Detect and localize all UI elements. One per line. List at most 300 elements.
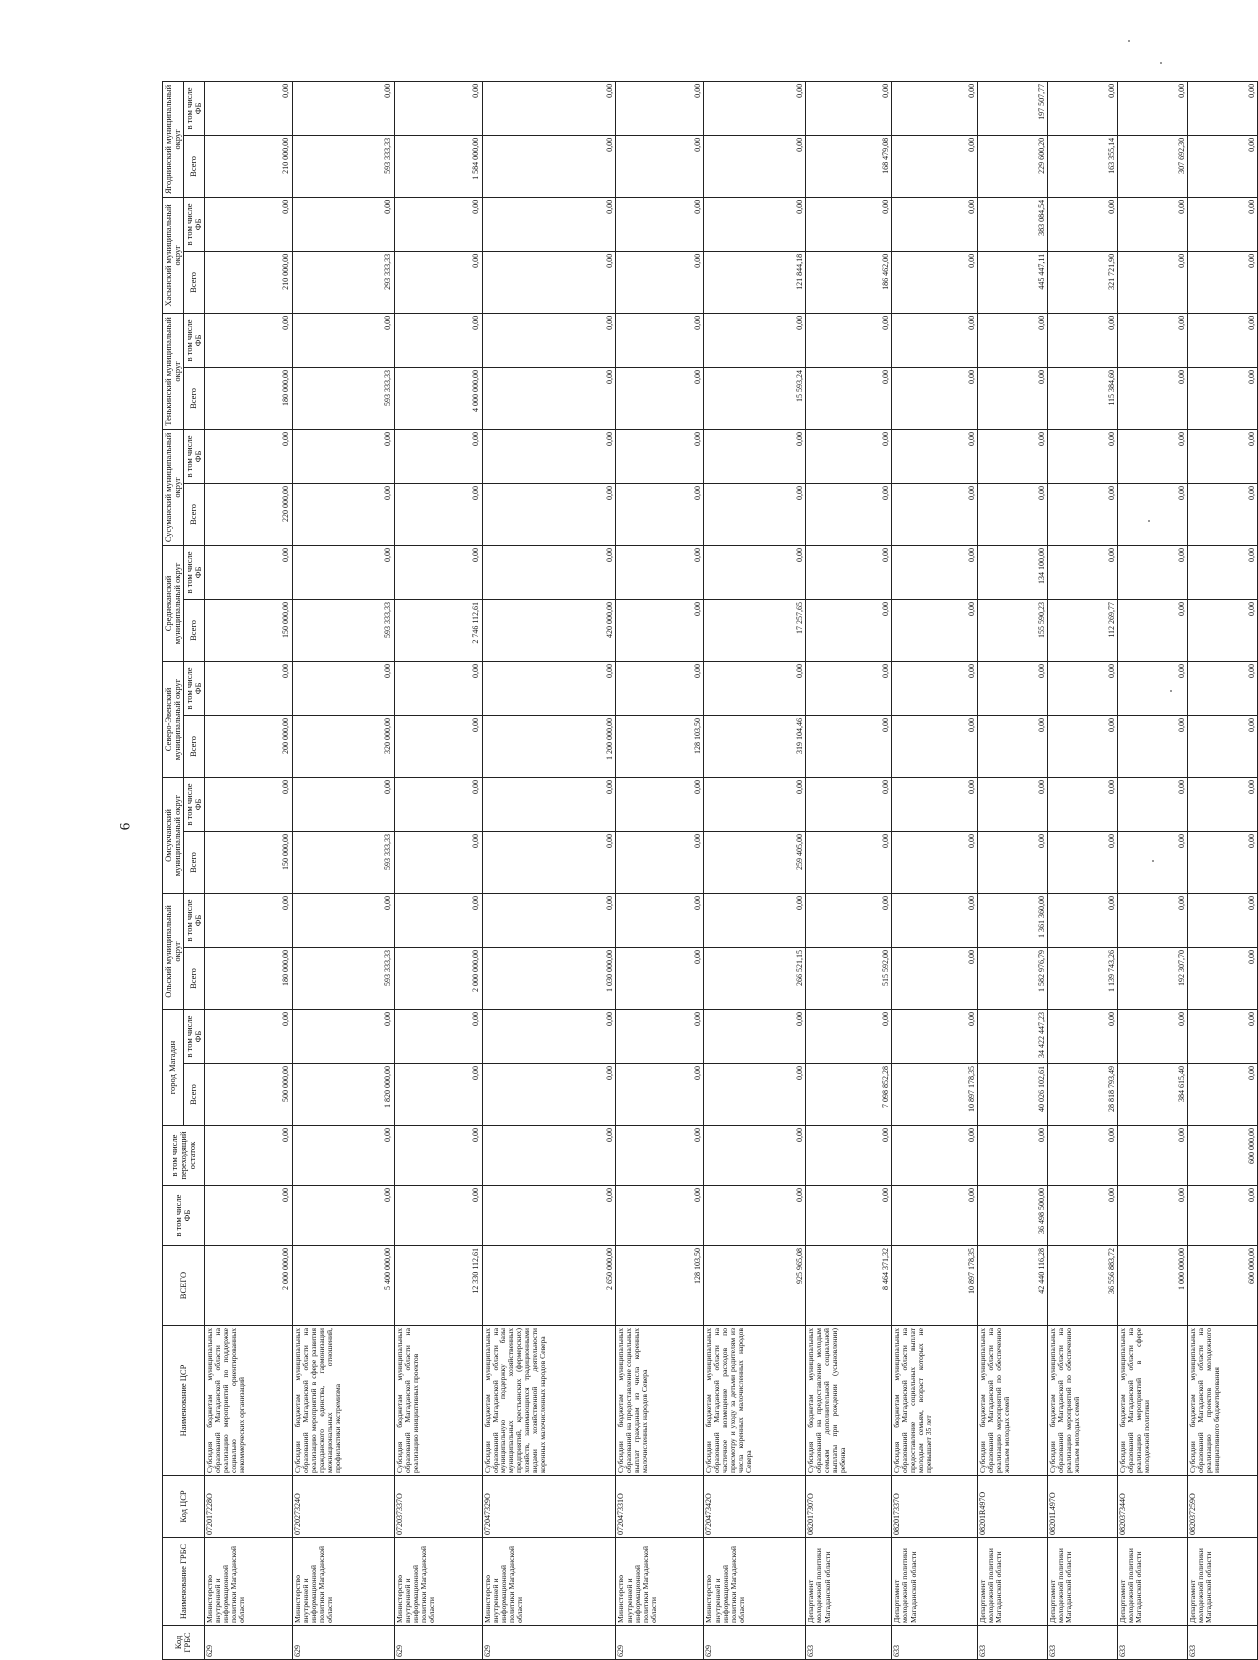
- district-value-cell: 200 000,00: [204, 715, 292, 777]
- district-value-cell: 0,00: [704, 81, 806, 135]
- residual-cell: 600 000,00: [1187, 1126, 1257, 1186]
- district-value-cell: 0,00: [292, 81, 394, 135]
- csr-name-cell: Субсидии бюджетам муниципальных образований Магаданской области на реализацию мероприятий в сфере молодежной политики: [1118, 1326, 1188, 1476]
- district-value-cell: 0,00: [978, 429, 1048, 483]
- district-value-cell: 0,00: [204, 893, 292, 947]
- district-value-cell: 0,00: [482, 81, 616, 135]
- district-value-cell: 0,00: [1118, 197, 1188, 251]
- district-value-cell: 180 000,00: [204, 367, 292, 429]
- district-value-cell: 293 333,33: [292, 251, 394, 313]
- table-row: [1118, 81, 1188, 1659]
- district-value-cell: 0,00: [204, 197, 292, 251]
- district-value-cell: 0,00: [1187, 135, 1257, 197]
- district-value-cell: 0,00: [704, 483, 806, 545]
- grbs-name-cell: Министерство внутренней и информационной политики Магаданской области: [394, 1538, 482, 1626]
- grbs-code-cell: 633: [978, 1626, 1048, 1660]
- fb-cell: 36 498 500,00: [978, 1186, 1048, 1246]
- page-number: 6: [117, 822, 134, 831]
- district-value-cell: 134 100,00: [978, 545, 1048, 599]
- district-value-cell: 0,00: [806, 1010, 892, 1064]
- header-name-grbs: Наименование ГРБС: [163, 1538, 205, 1626]
- district-value-cell: 0,00: [1187, 661, 1257, 715]
- district-value-cell: 1 200 000,00: [482, 715, 616, 777]
- district-value-cell: 0,00: [892, 948, 978, 1010]
- district-value-cell: 0,00: [394, 81, 482, 135]
- grbs-code-cell: 629: [394, 1626, 482, 1660]
- district-value-cell: 0,00: [1118, 893, 1188, 947]
- district-value-cell: 0,00: [1187, 893, 1257, 947]
- district-value-cell: 0,00: [892, 715, 978, 777]
- district-value-cell: 1 582 976,79: [978, 948, 1048, 1010]
- district-value-cell: 0,00: [616, 1064, 704, 1126]
- csr-name-cell: Субсидия бюджетам муниципальных образований на предоставление молодым семьям дополнительной социальной выплаты при рождении (усыновлении) ребенка: [806, 1326, 892, 1476]
- district-value-cell: 0,00: [1048, 197, 1118, 251]
- district-value-cell: 0,00: [394, 429, 482, 483]
- district-value-cell: 0,00: [978, 715, 1048, 777]
- district-value-cell: 0,00: [616, 777, 704, 831]
- district-value-cell: 0,00: [704, 1064, 806, 1126]
- district-value-cell: 0,00: [394, 1010, 482, 1064]
- district-value-cell: 15 593,24: [704, 367, 806, 429]
- rotated-table-container: [162, 83, 1258, 1660]
- district-value-cell: 40 026 102,61: [978, 1064, 1048, 1126]
- fb-cell: 0,00: [704, 1186, 806, 1246]
- district-value-cell: 0,00: [1118, 429, 1188, 483]
- district-value-cell: 1 361 360,00: [978, 893, 1048, 947]
- district-value-cell: 0,00: [1187, 251, 1257, 313]
- district-value-cell: 0,00: [1048, 81, 1118, 135]
- district-value-cell: 0,00: [806, 367, 892, 429]
- district-value-cell: 0,00: [394, 313, 482, 367]
- district-value-cell: 0,00: [892, 135, 978, 197]
- district-value-cell: 220 000,00: [204, 483, 292, 545]
- header-fb: в том числе ФБ: [183, 313, 204, 367]
- header-fb: в том числе ФБ: [183, 197, 204, 251]
- district-value-cell: 0,00: [616, 135, 704, 197]
- district-value-cell: 515 592,00: [806, 948, 892, 1010]
- district-value-cell: 0,00: [1048, 545, 1118, 599]
- header-all: Всего: [183, 831, 204, 893]
- district-value-cell: 4 000 000,00: [394, 367, 482, 429]
- csr-name-cell: Субсидии бюджетам муниципальных образований Магаданской области на муниципальную поддержку базы муниципальных хозяйственных предприятий, крестьянских (фермерских) хозяйств, занимающихся традиционными видами хозяйственной деятельности коренных малочисленных народов Севера: [482, 1326, 616, 1476]
- district-value-cell: 0,00: [806, 831, 892, 893]
- district-value-cell: 0,00: [482, 197, 616, 251]
- district-value-cell: 0,00: [204, 429, 292, 483]
- district-value-cell: 0,00: [616, 251, 704, 313]
- district-value-cell: 0,00: [1187, 545, 1257, 599]
- grbs-name-cell: Департамент молодежной политики Магаданской области: [1187, 1538, 1257, 1626]
- district-value-cell: 0,00: [806, 197, 892, 251]
- residual-cell: 0,00: [704, 1126, 806, 1186]
- district-value-cell: 0,00: [704, 429, 806, 483]
- district-value-cell: 320 000,00: [292, 715, 394, 777]
- district-value-cell: 0,00: [1187, 715, 1257, 777]
- district-value-cell: 593 333,33: [292, 367, 394, 429]
- header-code-grbs: Код ГРБС: [163, 1626, 205, 1660]
- district-value-cell: 0,00: [204, 545, 292, 599]
- district-value-cell: 180 000,00: [204, 948, 292, 1010]
- district-value-cell: 0,00: [1118, 81, 1188, 135]
- district-value-cell: 0,00: [1118, 831, 1188, 893]
- district-value-cell: 128 103,50: [616, 715, 704, 777]
- csr-code-cell: 072047342О: [704, 1476, 806, 1538]
- header-fb: в том числе ФБ: [183, 429, 204, 483]
- district-value-cell: 0,00: [482, 777, 616, 831]
- district-value-cell: 197 507,77: [978, 81, 1048, 135]
- district-value-cell: 0,00: [704, 777, 806, 831]
- grbs-name-cell: Департамент молодежной политики Магаданской области: [892, 1538, 978, 1626]
- district-value-cell: 0,00: [892, 893, 978, 947]
- district-value-cell: 0,00: [704, 545, 806, 599]
- district-value-cell: 0,00: [1118, 715, 1188, 777]
- district-value-cell: 319 104,46: [704, 715, 806, 777]
- district-value-cell: 0,00: [1187, 599, 1257, 661]
- district-value-cell: 34 422 447,23: [978, 1010, 1048, 1064]
- district-value-cell: 1 030 000,00: [482, 948, 616, 1010]
- residual-cell: 0,00: [616, 1126, 704, 1186]
- district-value-cell: 0,00: [394, 661, 482, 715]
- district-value-cell: 0,00: [892, 545, 978, 599]
- district-value-cell: 0,00: [1187, 831, 1257, 893]
- total-cell: 128 103,50: [616, 1246, 704, 1326]
- district-value-cell: 0,00: [1118, 483, 1188, 545]
- district-value-cell: 0,00: [616, 661, 704, 715]
- total-cell: 2 000 000,00: [204, 1246, 292, 1326]
- header-all: Всего: [183, 483, 204, 545]
- csr-name-cell: Субсидии бюджетам муниципальных образований Магаданской области на реализацию мероприятий в сфере развития гражданского единства, гармонизации межнациональных отношений, профилактики экстремизма: [292, 1326, 394, 1476]
- grbs-code-cell: 629: [204, 1626, 292, 1660]
- total-cell: 1 000 000,00: [1118, 1246, 1188, 1326]
- district-value-cell: 0,00: [704, 313, 806, 367]
- residual-cell: 0,00: [1118, 1126, 1188, 1186]
- district-value-cell: 445 447,11: [978, 251, 1048, 313]
- csr-code-cell: 072017228О: [204, 1476, 292, 1538]
- district-value-cell: 593 333,33: [292, 831, 394, 893]
- district-value-cell: 0,00: [482, 831, 616, 893]
- scan-speck: [1148, 520, 1150, 522]
- district-value-cell: 0,00: [204, 313, 292, 367]
- header-all: Всего: [183, 251, 204, 313]
- district-value-cell: 0,00: [1187, 81, 1257, 135]
- district-value-cell: 192 307,70: [1118, 948, 1188, 1010]
- district-value-cell: 0,00: [892, 251, 978, 313]
- district-value-cell: 0,00: [1048, 893, 1118, 947]
- district-value-cell: 2 000 000,00: [394, 948, 482, 1010]
- district-value-cell: 0,00: [482, 483, 616, 545]
- district-value-cell: 0,00: [482, 661, 616, 715]
- district-value-cell: 0,00: [1187, 1064, 1257, 1126]
- district-value-cell: 10 897 178,35: [892, 1064, 978, 1126]
- district-value-cell: 0,00: [482, 1064, 616, 1126]
- district-value-cell: 593 333,33: [292, 948, 394, 1010]
- district-value-cell: 7 098 852,28: [806, 1064, 892, 1126]
- district-value-cell: 0,00: [1118, 367, 1188, 429]
- district-value-cell: 155 590,23: [978, 599, 1048, 661]
- district-value-cell: 0,00: [482, 893, 616, 947]
- district-value-cell: 0,00: [806, 545, 892, 599]
- scan-speck: [1170, 690, 1172, 692]
- district-value-cell: 0,00: [704, 661, 806, 715]
- district-value-cell: 0,00: [394, 777, 482, 831]
- grbs-name-cell: Департамент молодежной политики Магаданской области: [1048, 1538, 1118, 1626]
- district-value-cell: 593 333,33: [292, 135, 394, 197]
- header-all: Всего: [183, 715, 204, 777]
- district-value-cell: 1 139 743,26: [1048, 948, 1118, 1010]
- grbs-code-cell: 629: [704, 1626, 806, 1660]
- district-value-cell: 0,00: [616, 948, 704, 1010]
- residual-cell: 0,00: [482, 1126, 616, 1186]
- district-value-cell: 0,00: [482, 313, 616, 367]
- grbs-name-cell: Министерство внутренней и информационной политики Магаданской области: [616, 1538, 704, 1626]
- grbs-name-cell: Министерство внутренней и информационной политики Магаданской области: [204, 1538, 292, 1626]
- district-value-cell: 384 615,40: [1118, 1064, 1188, 1126]
- grbs-name-cell: Министерство внутренней и информационной политики Магаданской области: [482, 1538, 616, 1626]
- header-all: Всего: [183, 599, 204, 661]
- header-district: Северо-Эвенский муниципальный округ: [163, 661, 184, 777]
- district-value-cell: 2 746 112,61: [394, 599, 482, 661]
- total-cell: 2 650 000,00: [482, 1246, 616, 1326]
- residual-cell: 0,00: [806, 1126, 892, 1186]
- district-value-cell: 0,00: [892, 831, 978, 893]
- district-value-cell: 0,00: [204, 81, 292, 135]
- csr-name-cell: Субсидия бюджетам муниципальных образований Магаданской области на реализацию инициативных проектов: [394, 1326, 482, 1476]
- district-value-cell: 0,00: [394, 1064, 482, 1126]
- csr-name-cell: Субсидия бюджетам муниципальных образований Магаданской области на реализацию мероприятий по поддержке социально ориентированных некоммерческих организаций: [204, 1326, 292, 1476]
- district-value-cell: 0,00: [204, 777, 292, 831]
- header-district: город Магадан: [163, 1010, 184, 1126]
- district-value-cell: 210 000,00: [204, 135, 292, 197]
- fb-cell: 0,00: [204, 1186, 292, 1246]
- district-value-cell: 0,00: [1118, 777, 1188, 831]
- grbs-code-cell: 633: [1118, 1626, 1188, 1660]
- grbs-code-cell: 633: [1048, 1626, 1118, 1660]
- grbs-name-cell: Министерство внутренней и информационной политики Магаданской области: [292, 1538, 394, 1626]
- district-value-cell: 0,00: [482, 251, 616, 313]
- district-value-cell: 0,00: [394, 483, 482, 545]
- district-value-cell: 0,00: [892, 197, 978, 251]
- table-row: [292, 81, 394, 1659]
- district-value-cell: 0,00: [806, 661, 892, 715]
- district-value-cell: 112 269,77: [1048, 599, 1118, 661]
- district-value-cell: 0,00: [1118, 313, 1188, 367]
- district-value-cell: 0,00: [1118, 661, 1188, 715]
- district-value-cell: 0,00: [394, 715, 482, 777]
- csr-name-cell: Субсидии бюджетам муниципальных образований на предоставление социальных выплат гражданам из числа коренных малочисленных народов Севера: [616, 1326, 704, 1476]
- header-incl-fb: в том числе ФБ: [163, 1186, 205, 1246]
- residual-cell: 0,00: [292, 1126, 394, 1186]
- header-name-csr: Наименование ЦСР: [163, 1326, 205, 1476]
- district-value-cell: 0,00: [482, 135, 616, 197]
- district-value-cell: 0,00: [616, 545, 704, 599]
- district-value-cell: 1 584 000,00: [394, 135, 482, 197]
- subsidies-table: [162, 81, 1258, 1660]
- district-value-cell: 0,00: [394, 893, 482, 947]
- district-value-cell: 0,00: [1048, 661, 1118, 715]
- district-value-cell: 0,00: [1187, 429, 1257, 483]
- csr-name-cell: Субсидия бюджетам муниципальных образований Магаданской области на предоставление социальных выплат молодым семьям, возраст которых не превышает 35 лет: [892, 1326, 978, 1476]
- district-value-cell: 0,00: [1187, 1010, 1257, 1064]
- csr-code-cell: 08201L497О: [1048, 1476, 1118, 1538]
- grbs-code-cell: 633: [1187, 1626, 1257, 1660]
- district-value-cell: 210 000,00: [204, 251, 292, 313]
- csr-code-cell: 08201R497О: [978, 1476, 1048, 1538]
- district-value-cell: 0,00: [292, 483, 394, 545]
- district-value-cell: 163 355,14: [1048, 135, 1118, 197]
- header-fb: в том числе ФБ: [183, 545, 204, 599]
- district-value-cell: 593 333,33: [292, 599, 394, 661]
- district-value-cell: 0,00: [394, 251, 482, 313]
- district-value-cell: 0,00: [1187, 483, 1257, 545]
- residual-cell: 0,00: [1048, 1126, 1118, 1186]
- scan-speck: [1152, 860, 1154, 862]
- district-value-cell: 0,00: [292, 313, 394, 367]
- grbs-code-cell: 629: [292, 1626, 394, 1660]
- header-district: Ольский муниципальный округ: [163, 893, 184, 1009]
- csr-code-cell: 072047329О: [482, 1476, 616, 1538]
- header-fb: в том числе ФБ: [183, 81, 204, 135]
- district-value-cell: 0,00: [616, 483, 704, 545]
- table-row: [1187, 81, 1257, 1659]
- fb-cell: 0,00: [1118, 1186, 1188, 1246]
- district-value-cell: 0,00: [394, 831, 482, 893]
- district-value-cell: 229 600,20: [978, 135, 1048, 197]
- total-cell: 600 000,00: [1187, 1246, 1257, 1326]
- district-value-cell: 0,00: [292, 429, 394, 483]
- total-cell: 925 965,08: [704, 1246, 806, 1326]
- district-value-cell: 0,00: [978, 313, 1048, 367]
- table-row: [204, 81, 292, 1659]
- district-value-cell: 0,00: [806, 429, 892, 483]
- rotated-table-area: [162, 83, 1258, 1660]
- district-value-cell: 0,00: [806, 599, 892, 661]
- csr-name-cell: Субсидии бюджетам муниципальных образований Магаданской области на реализацию проектов молодежного инициативного бюджетирования: [1187, 1326, 1257, 1476]
- table-row: [394, 81, 482, 1659]
- district-value-cell: 0,00: [482, 367, 616, 429]
- grbs-name-cell: Департамент молодежной политики Магаданской области: [1118, 1538, 1188, 1626]
- district-value-cell: 0,00: [806, 313, 892, 367]
- csr-code-cell: 072027324О: [292, 1476, 394, 1538]
- district-value-cell: 0,00: [1187, 367, 1257, 429]
- district-value-cell: 420 000,00: [482, 599, 616, 661]
- grbs-code-cell: 633: [892, 1626, 978, 1660]
- csr-code-cell: 082037259О: [1187, 1476, 1257, 1538]
- district-value-cell: 0,00: [892, 777, 978, 831]
- header-fb: в том числе ФБ: [183, 893, 204, 947]
- district-value-cell: 0,00: [1048, 831, 1118, 893]
- district-value-cell: 1 820 000,00: [292, 1064, 394, 1126]
- district-value-cell: 0,00: [1187, 777, 1257, 831]
- total-cell: 12 330 112,61: [394, 1246, 482, 1326]
- district-value-cell: 0,00: [616, 599, 704, 661]
- residual-cell: 0,00: [892, 1126, 978, 1186]
- total-cell: 36 556 883,72: [1048, 1246, 1118, 1326]
- district-value-cell: 0,00: [978, 661, 1048, 715]
- district-value-cell: 0,00: [1187, 197, 1257, 251]
- district-value-cell: 150 000,00: [204, 831, 292, 893]
- district-value-cell: 0,00: [1118, 599, 1188, 661]
- header-row-1: [163, 81, 184, 1659]
- header-fb: в том числе ФБ: [183, 1010, 204, 1064]
- district-value-cell: 0,00: [616, 831, 704, 893]
- district-value-cell: 0,00: [1187, 948, 1257, 1010]
- csr-code-cell: 072037337О: [394, 1476, 482, 1538]
- header-fb: в том числе ФБ: [183, 777, 204, 831]
- district-value-cell: 0,00: [892, 599, 978, 661]
- csr-name-cell: Субсидии бюджетам муниципальных образований Магаданской области на реализацию мероприятий по обеспечению жильем молодых семей: [978, 1326, 1048, 1476]
- district-value-cell: 0,00: [616, 429, 704, 483]
- district-value-cell: 0,00: [292, 1010, 394, 1064]
- scan-speck: [1128, 40, 1130, 42]
- header-all: Всего: [183, 1064, 204, 1126]
- district-value-cell: 0,00: [806, 893, 892, 947]
- district-value-cell: 0,00: [978, 367, 1048, 429]
- district-value-cell: 150 000,00: [204, 599, 292, 661]
- district-value-cell: 321 721,90: [1048, 251, 1118, 313]
- district-value-cell: 0,00: [1187, 313, 1257, 367]
- fb-cell: 0,00: [1048, 1186, 1118, 1246]
- district-value-cell: 0,00: [892, 661, 978, 715]
- district-value-cell: 0,00: [806, 81, 892, 135]
- header-district: Сусуманский муниципальный округ: [163, 429, 184, 545]
- district-value-cell: 0,00: [892, 367, 978, 429]
- district-value-cell: 0,00: [892, 81, 978, 135]
- district-value-cell: 0,00: [978, 777, 1048, 831]
- district-value-cell: 0,00: [704, 135, 806, 197]
- district-value-cell: 0,00: [394, 197, 482, 251]
- header-district: Среднеканский муниципальный округ: [163, 545, 184, 661]
- district-value-cell: 0,00: [616, 893, 704, 947]
- header-fb: в том числе ФБ: [183, 661, 204, 715]
- table-row: [1048, 81, 1118, 1659]
- district-value-cell: 0,00: [1048, 483, 1118, 545]
- residual-cell: 0,00: [394, 1126, 482, 1186]
- district-value-cell: 0,00: [204, 661, 292, 715]
- district-value-cell: 0,00: [704, 893, 806, 947]
- district-value-cell: 383 084,54: [978, 197, 1048, 251]
- district-value-cell: 0,00: [616, 81, 704, 135]
- district-value-cell: 0,00: [292, 777, 394, 831]
- district-value-cell: 0,00: [204, 1010, 292, 1064]
- fb-cell: 0,00: [482, 1186, 616, 1246]
- district-value-cell: 0,00: [616, 1010, 704, 1064]
- header-all: Всего: [183, 948, 204, 1010]
- district-value-cell: 0,00: [292, 197, 394, 251]
- grbs-code-cell: 633: [806, 1626, 892, 1660]
- grbs-name-cell: Департамент молодежной политики Магаданской области: [978, 1538, 1048, 1626]
- district-value-cell: 0,00: [616, 367, 704, 429]
- district-value-cell: 0,00: [1048, 777, 1118, 831]
- district-value-cell: 0,00: [1048, 1010, 1118, 1064]
- district-value-cell: 0,00: [806, 483, 892, 545]
- grbs-code-cell: 629: [482, 1626, 616, 1660]
- csr-code-cell: 072047331О: [616, 1476, 704, 1538]
- header-total: ВСЕГО: [163, 1246, 205, 1326]
- header-district: Омсукчанский муниципальный округ: [163, 777, 184, 893]
- district-value-cell: 0,00: [482, 545, 616, 599]
- district-value-cell: 500 000,00: [204, 1064, 292, 1126]
- table-row: [616, 81, 704, 1659]
- district-value-cell: 0,00: [806, 715, 892, 777]
- district-value-cell: 28 818 793,49: [1048, 1064, 1118, 1126]
- csr-code-cell: 082017337О: [892, 1476, 978, 1538]
- fb-cell: 0,00: [616, 1186, 704, 1246]
- table-row: [892, 81, 978, 1659]
- header-all: Всего: [183, 135, 204, 197]
- header-district: Хасынский муниципальный округ: [163, 197, 184, 313]
- fb-cell: 0,00: [806, 1186, 892, 1246]
- district-value-cell: 0,00: [1048, 715, 1118, 777]
- grbs-name-cell: Департамент молодежной политики Магаданской области: [806, 1538, 892, 1626]
